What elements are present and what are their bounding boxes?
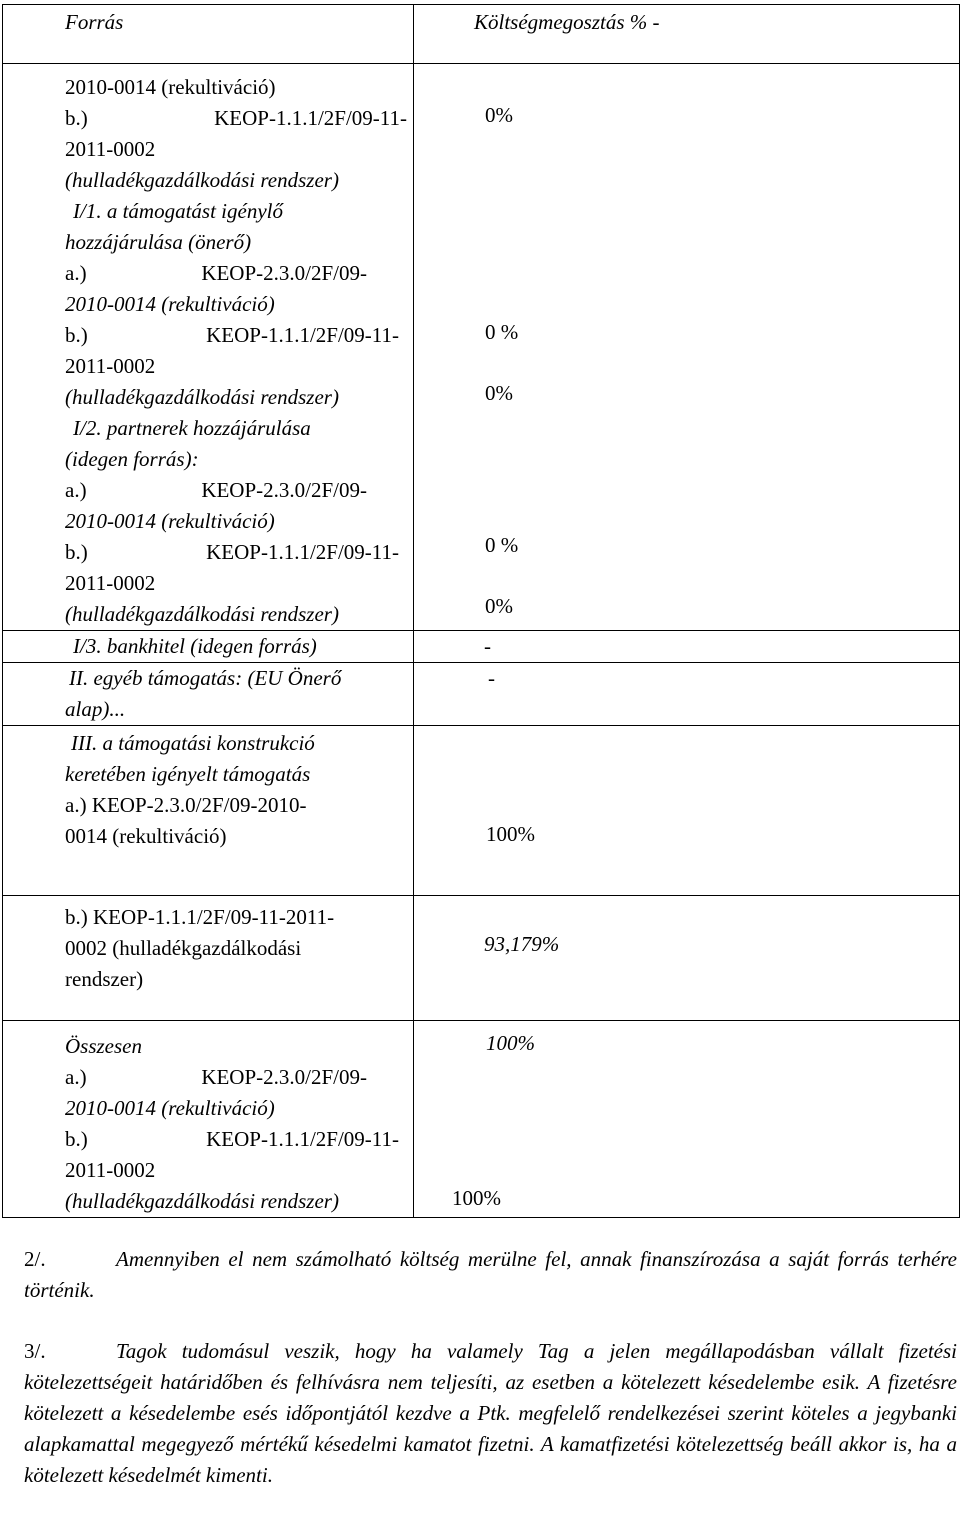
text-line: (hulladékgazdálkodási rendszer) (65, 168, 339, 192)
share-value: 100% (486, 1031, 535, 1055)
table-row (3, 64, 960, 631)
table-row (3, 663, 960, 726)
text-line: 2010-0014 (rekultiváció) (65, 75, 276, 99)
share-cell (414, 896, 960, 1021)
table-row (3, 1021, 960, 1218)
paragraph-number: 3/. (24, 1339, 46, 1363)
project-code: KEOP-2.3.0/2F/09- (201, 1065, 367, 1089)
list-prefix: b.) (65, 540, 88, 564)
share-value: 93,179% (484, 932, 560, 956)
cost-allocation-table (2, 4, 960, 1218)
project-code: KEOP-1.1.1/2F/09-11- (206, 323, 399, 347)
project-code: KEOP-1.1.1/2F/09-11- (206, 1127, 399, 1151)
text-line: alap)... (65, 697, 126, 721)
table-row (3, 896, 960, 1021)
share-cell (414, 726, 960, 896)
text-line (3, 258, 407, 289)
list-prefix: a.) (65, 478, 87, 502)
text-line (3, 320, 407, 351)
share-value: 100% (486, 822, 535, 846)
list-prefix: b.) (65, 106, 88, 130)
project-code: KEOP-1.1.1/2F/09-11- (206, 540, 399, 564)
text-line: hozzájárulása (önerő) (65, 230, 252, 254)
text-line: (hulladékgazdálkodási rendszer) (65, 602, 339, 626)
text-line: 2010-0014 (rekultiváció) (65, 509, 275, 533)
source-cell (3, 64, 414, 631)
share-cell (414, 64, 960, 631)
text-line (3, 537, 407, 568)
share-value: 0% (485, 594, 513, 618)
text-line: (hulladékgazdálkodási rendszer) (65, 1189, 339, 1213)
share-value: 0 % (485, 320, 519, 344)
text-line: a.) KEOP-2.3.0/2F/09-2010- (65, 793, 307, 817)
text-line (3, 1062, 407, 1093)
source-cell (3, 663, 414, 726)
list-prefix: b.) (65, 1127, 88, 1151)
section-heading: I/2. partnerek hozzájárulása (73, 416, 311, 440)
share-value: 0% (485, 381, 513, 405)
text-line: (idegen forrás): (65, 447, 199, 471)
text-line: 2011-0002 (65, 354, 156, 378)
text-line: 2011-0002 (65, 1158, 156, 1182)
text-line: b.) KEOP-1.1.1/2F/09-11-2011- (65, 905, 335, 929)
share-value: 0% (485, 103, 513, 127)
source-cell (3, 896, 414, 1021)
text-line: 2011-0002 (65, 571, 156, 595)
header-share: Költségmegosztás % - (474, 10, 660, 34)
source-lines (3, 1021, 413, 1217)
share-value: - (488, 666, 495, 690)
text-line (3, 475, 407, 506)
share-cell (414, 631, 960, 663)
project-code: KEOP-2.3.0/2F/09- (201, 261, 367, 285)
text-line (3, 103, 407, 134)
section-heading: I/3. bankhitel (idegen forrás) (73, 634, 317, 658)
source-lines (3, 64, 413, 630)
header-share-cell (414, 5, 960, 64)
table-row (3, 726, 960, 896)
source-lines (3, 896, 413, 995)
section-heading: I/1. a támogatást igénylő (73, 199, 283, 223)
section-heading: III. a támogatási konstrukció (71, 731, 315, 755)
source-lines (3, 726, 413, 852)
text-line: 2010-0014 (rekultiváció) (65, 292, 275, 316)
share-cell (414, 663, 960, 726)
share-cell (414, 1021, 960, 1218)
section-heading: II. egyéb támogatás: (EU Önerő (69, 666, 342, 690)
text-line: (hulladékgazdálkodási rendszer) (65, 385, 339, 409)
text-line: 0014 (rekultiváció) (65, 824, 227, 848)
text-line: 2011-0002 (65, 137, 156, 161)
share-value: - (484, 634, 491, 658)
paragraph-number: 2/. (24, 1247, 46, 1271)
table-header-row (3, 5, 960, 64)
project-code: KEOP-2.3.0/2F/09- (201, 478, 367, 502)
share-value: 0 % (485, 533, 519, 557)
text-line: 0002 (hulladékgazdálkodási (65, 936, 302, 960)
share-value: 100% (452, 1186, 501, 1210)
text-line: 2010-0014 (rekultiváció) (65, 1096, 275, 1120)
source-cell (3, 726, 414, 896)
list-prefix: b.) (65, 323, 88, 347)
text-line (3, 1124, 407, 1155)
table-row (3, 631, 960, 663)
project-code: KEOP-1.1.1/2F/09-11- (214, 106, 407, 130)
paragraph-text: Amennyiben el nem számolható költség merülne fel, annak finanszírozása a saját forrás terhére történik. (24, 1247, 957, 1302)
total-label: Összesen (65, 1034, 142, 1058)
source-cell (3, 631, 414, 663)
text-line: rendszer) (65, 967, 144, 991)
header-source: Forrás (65, 10, 124, 34)
source-cell (3, 1021, 414, 1218)
header-source-cell (3, 5, 414, 64)
paragraph-2 (24, 1244, 957, 1306)
list-prefix: a.) (65, 261, 87, 285)
list-prefix: a.) (65, 1065, 87, 1089)
paragraph-text: Tagok tudomásul veszik, hogy ha valamely Tag a jelen megállapodásban vállalt fizetési kötelezettségeit határidőben és felhívásra nem teljesíti, az esetben a kötelezett késedelembe esik. A fizetésre kötelezett a késedelembe esés időpontjától kezdve a Ptk. megfelelő rendelkezései szerint köteles a jegybanki alapkamattal megegyező mértékű késedelmi kamatot fizetni. A kamatfizetési kötelezettség beáll akkor is, ha a kötelezett késedelmét kimenti. (24, 1339, 957, 1487)
paragraph-3 (24, 1336, 957, 1491)
text-line: keretében igényelt támogatás (65, 762, 311, 786)
